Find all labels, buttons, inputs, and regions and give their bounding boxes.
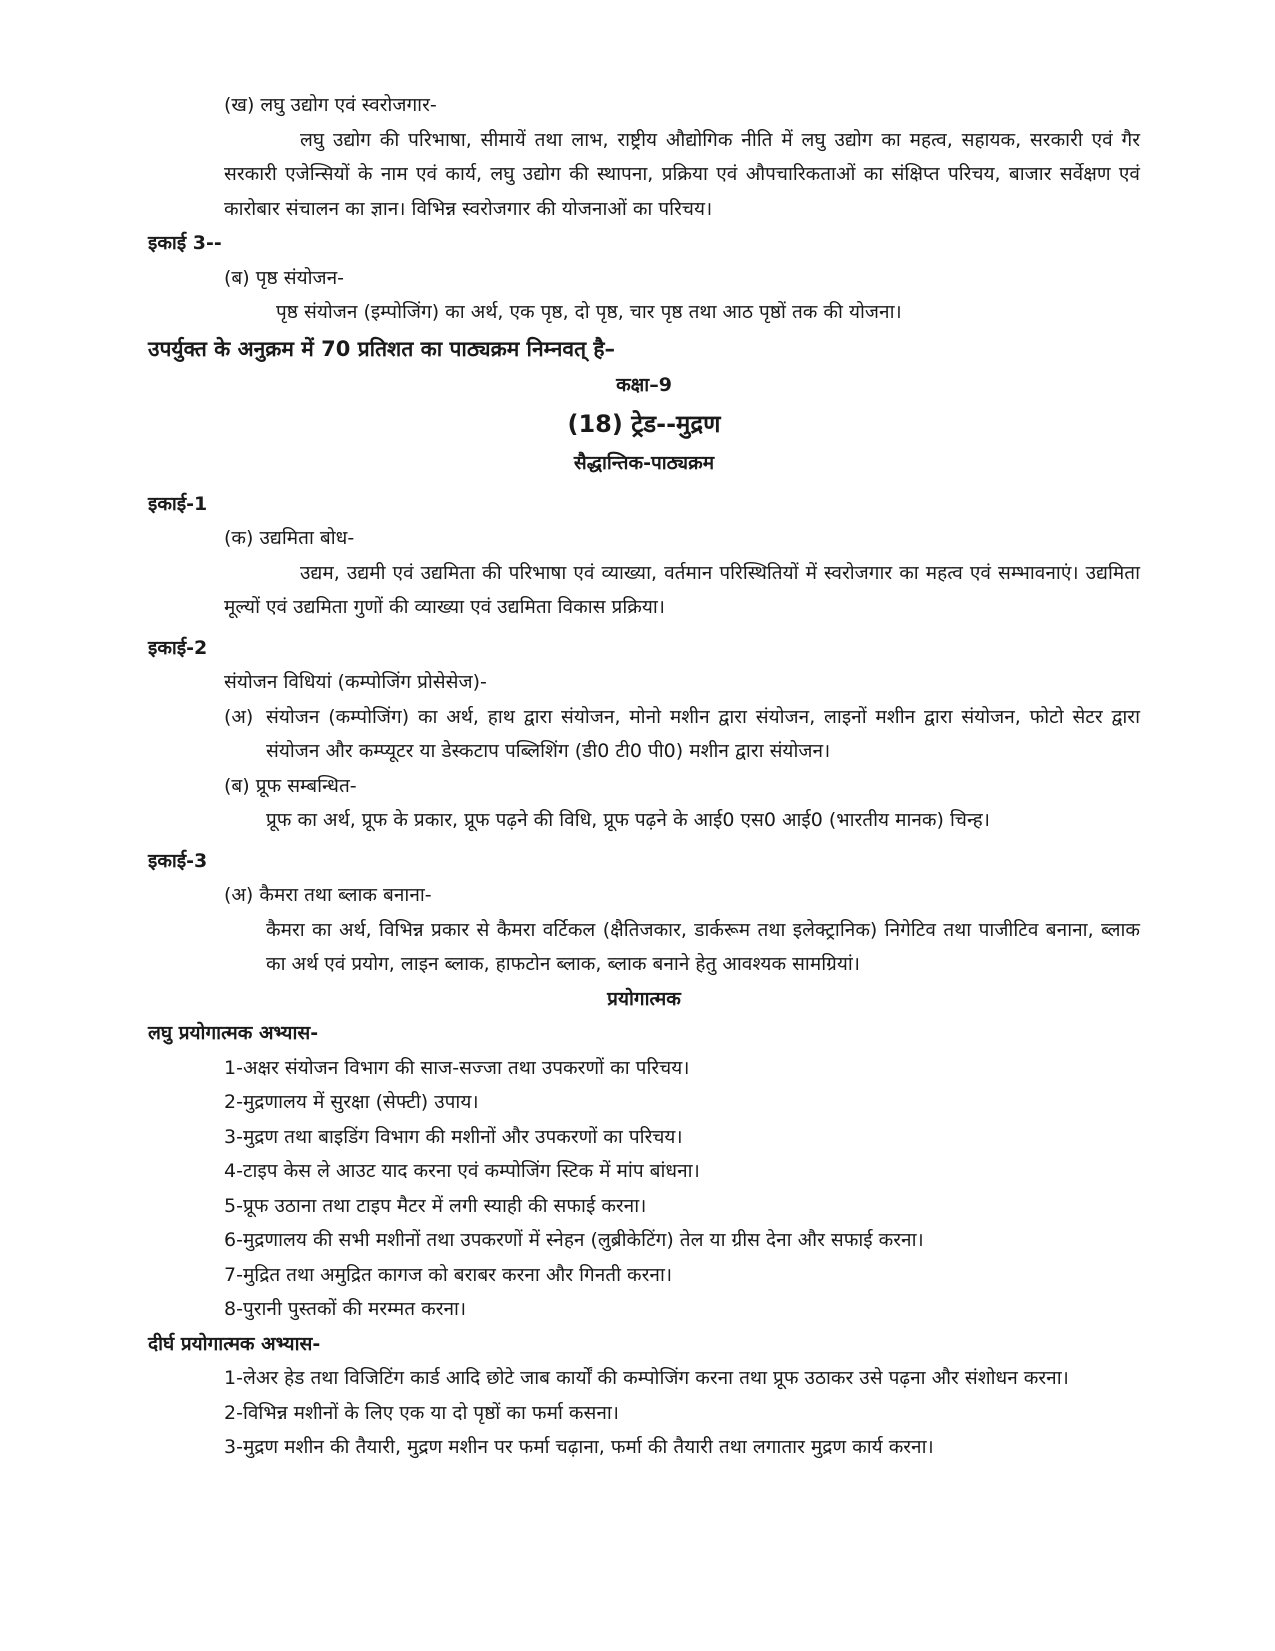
item-b-heading-proof: (ब) प्रूफ सम्बन्धित- bbox=[224, 774, 357, 797]
theory-title: सैद्धान्तिक-पाठ्यक्रम bbox=[573, 452, 715, 474]
list-item: 2-विभिन्न मशीनों के लिए एक या दो पृष्ठों का फर्मा कसना। bbox=[224, 1401, 620, 1424]
practical-title: प्रयोगात्मक bbox=[607, 987, 681, 1010]
list-item: 7-मुद्रित तथा अमुद्रित कागज को बराबर करना और गिनती करना। bbox=[224, 1263, 673, 1286]
list-item: 6-मुद्रणालय की सभी मशीनों तथा उपकरणों में स्नेहन (लुब्रीकेटिंग) तेल या ग्रीस देना और सफाई करना। bbox=[224, 1229, 924, 1251]
list-item: 1-अक्षर संयोजन विभाग की साज-सज्जा तथा उपकरणों का परिचय। bbox=[224, 1056, 690, 1079]
list-item: 5-प्रूफ उठाना तथा टाइप मैटर में लगी स्याही की सफाई करना। bbox=[224, 1194, 647, 1217]
item-a-composing bbox=[148, 700, 1140, 769]
list-item: 3-मुद्रण तथा बाइडिंग विभाग की मशीनों और उपकरणों का परिचय। bbox=[224, 1125, 683, 1148]
sub-body-page-imposing: पृष्ठ संयोजन (इम्पोजिंग) का अर्थ, एक पृष्ठ, दो पृष्ठ, चार पृष्ठ तथा आठ पृष्ठों तक की योजना। bbox=[276, 301, 902, 323]
list-item: 8-पुरानी पुस्तकों की मरम्मत करना। bbox=[224, 1298, 467, 1320]
intro-line: उपर्युक्त के अनुक्रम में 70 प्रतिशत का पाठ्यक्रम निम्नवत् है– bbox=[148, 336, 615, 361]
list-item: 4-टाइप केस ले आउट याद करना एवं कम्पोजिंग स्टिक में मांप बांधना। bbox=[224, 1160, 700, 1182]
unit-label-2: इकाई-2 bbox=[148, 636, 208, 659]
heading-composing-processes: संयोजन विधियां (कम्पोजिंग प्रोसेसेज)- bbox=[224, 671, 487, 693]
unit-label-3: इकाई-3 bbox=[148, 849, 208, 872]
item-a-label: (अ) bbox=[224, 705, 254, 728]
body-camera-block: कैमरा का अर्थ, विभिन्न प्रकार से कैमरा वर्टिकल (क्षैतिजकार, डार्करूम तथा इलेक्ट्रानिक) निगेटिव तथा पाजीटिव बनाना, ब्लाक का अर्थ एवं प्रयोग, लाइन ब्लाक, हाफटोन ब्लाक, ब्लाक बनाने हेतु आवश्यक सामग्रियां। bbox=[266, 918, 1140, 975]
item-b-body-proof: प्रूफ का अर्थ, प्रूफ के प्रकार, प्रूफ पढ़ने की विधि, प्रूफ पढ़ने के आई0 एस0 आई0 (भारतीय मानक) चिन्ह। bbox=[266, 809, 990, 831]
list-item: 3-मुद्रण मशीन की तैयारी, मुद्रण मशीन पर फर्मा चढ़ाना, फर्मा की तैयारी तथा लगातार मुद्रण कार्य करना। bbox=[224, 1436, 934, 1458]
section-body-small-industry: लघु उद्योग की परिभाषा, सीमायें तथा लाभ, राष्ट्रीय औद्योगिक नीति में लघु उद्योग का महत्व, सहायक, सरकारी एवं गैर सरकारी एजेन्सियों के नाम एवं कार्य, लघु उद्योग की स्थापना, प्रक्रिया एवं औपचारिकताओं का संक्षिप्त परिचय, बाजार सर्वेक्षण एवं कारोबार संचालन का ज्ञान। विभिन्न स्वरोजगार की योजनाओं का परिचय। bbox=[224, 128, 1140, 220]
class-label: कक्षा–9 bbox=[616, 373, 672, 396]
sub-heading-page-imposing: (ब) पृष्ठ संयोजन- bbox=[224, 266, 345, 289]
trade-title: (18) ट्रेड--मुद्रण bbox=[567, 410, 721, 438]
short-practice-heading: लघु प्रयोगात्मक अभ्यास- bbox=[148, 1022, 319, 1044]
long-practice-list bbox=[148, 1361, 1140, 1465]
short-practice-list bbox=[148, 1051, 1140, 1327]
list-item: 2-मुद्रणालय में सुरक्षा (सेफ्टी) उपाय। bbox=[224, 1091, 479, 1113]
unit-label-1: इकाई-1 bbox=[148, 492, 208, 515]
sub-heading-entrepreneurship: (क) उद्यमिता बोध- bbox=[224, 527, 355, 549]
body-entrepreneurship: उद्यम, उद्यमी एवं उद्यमिता की परिभाषा एवं व्याख्या, वर्तमान परिस्थितियों में स्वरोजगार का महत्व एवं सम्भावनाएं। उद्यमिता मूल्यों एवं उद्यमिता गुणों की व्याख्या एवं उद्यमिता विकास प्रक्रिया। bbox=[224, 561, 1140, 618]
section-heading-small-industry: (ख) लघु उद्योग एवं स्वरोजगार- bbox=[224, 94, 437, 116]
list-item: 1-लेअर हेड तथा विजिटिंग कार्ड आदि छोटे जाब कार्यों की कम्पोजिंग करना तथा प्रूफ उठाकर उसे पढ़ना और संशोधन करना। bbox=[224, 1367, 1069, 1389]
sub-heading-camera-block: (अ) कैमरा तथा ब्लाक बनाना- bbox=[224, 884, 432, 906]
item-a-body: संयोजन (कम्पोजिंग) का अर्थ, हाथ द्वारा संयोजन, मोनो मशीन द्वारा संयोजन, लाइनों मशीन द्वारा संयोजन, फोटो सेटर द्वारा संयोजन और कम्प्यूटर या डेस्कटाप पब्लिशिंग (डी0 टी0 पी0) मशीन द्वारा संयोजन। bbox=[266, 705, 1140, 762]
unit-label-3-old: इकाई 3-- bbox=[148, 232, 222, 254]
long-practice-heading: दीर्घ प्रयोगात्मक अभ्यास- bbox=[148, 1332, 321, 1355]
